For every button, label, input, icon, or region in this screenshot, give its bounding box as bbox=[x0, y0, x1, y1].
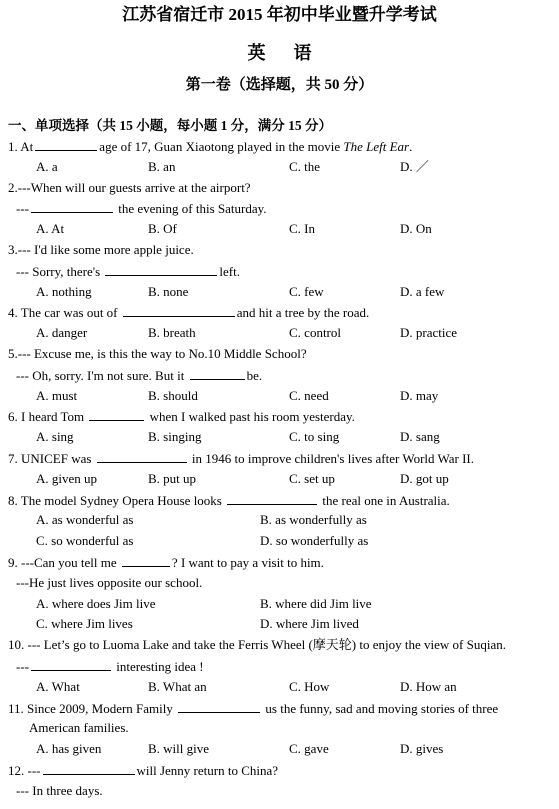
question-text: --- bbox=[16, 201, 29, 217]
movie-title: The Left Ear bbox=[343, 139, 410, 154]
answer-blank bbox=[43, 760, 135, 775]
part-title: 第一卷（选择题，共 50 分） bbox=[185, 77, 374, 93]
question-text: interesting idea ! bbox=[113, 658, 204, 674]
option-d[interactable]: D. practice bbox=[400, 325, 458, 341]
question-10-reply bbox=[8, 656, 553, 677]
answer-blank bbox=[35, 136, 97, 151]
question-text: 12. --- bbox=[8, 762, 41, 778]
option-c[interactable]: C. few bbox=[289, 283, 324, 299]
options-8b bbox=[8, 531, 553, 552]
option-d[interactable]: D. so wonderfully as bbox=[260, 533, 369, 549]
answer-blank bbox=[31, 198, 113, 213]
option-c[interactable]: C. gave bbox=[289, 741, 329, 757]
question-2-reply bbox=[8, 198, 553, 219]
option-d[interactable]: D. a few bbox=[400, 283, 445, 299]
section-heading: 一、单项选择（共 15 小题，每小题 1 分，满分 15 分） bbox=[8, 118, 332, 133]
option-d[interactable]: D. ／ bbox=[400, 158, 429, 174]
question-text: will Jenny return to China? bbox=[136, 762, 279, 778]
question-text: be. bbox=[246, 367, 263, 383]
subject-title: 英语 bbox=[247, 43, 340, 63]
option-a[interactable]: A. danger bbox=[36, 325, 88, 341]
answer-blank bbox=[178, 698, 260, 713]
option-b[interactable]: B. should bbox=[148, 387, 198, 403]
option-d[interactable]: D. How an bbox=[400, 678, 457, 694]
option-b[interactable]: B. breath bbox=[148, 325, 196, 341]
option-d[interactable]: D. may bbox=[400, 387, 439, 403]
question-text: 4. The car was out of bbox=[8, 305, 121, 321]
option-a[interactable]: A. What bbox=[36, 678, 80, 694]
question-7 bbox=[8, 448, 553, 469]
options-10 bbox=[8, 677, 553, 698]
option-d[interactable]: D. where Jim lived bbox=[260, 616, 359, 632]
question-12-reply bbox=[8, 781, 553, 802]
options-3 bbox=[8, 282, 553, 303]
question-6 bbox=[8, 406, 553, 427]
answer-blank bbox=[105, 261, 217, 276]
option-c[interactable]: C. to sing bbox=[289, 429, 340, 445]
option-b[interactable]: B. Of bbox=[148, 221, 177, 237]
question-text: 5.--- Excuse me, is this the way to No.10 Middle School? bbox=[8, 345, 307, 361]
option-d[interactable]: D. On bbox=[400, 221, 432, 237]
question-text: 7. UNICEF was bbox=[8, 450, 95, 466]
question-text: the real one in Australia. bbox=[319, 492, 450, 508]
question-2 bbox=[8, 178, 553, 199]
question-9-reply bbox=[8, 573, 553, 594]
question-text: --- Sorry, there's bbox=[16, 263, 104, 279]
question-text: us the funny, sad and moving stories of three bbox=[262, 700, 499, 716]
option-c[interactable]: C. where Jim lives bbox=[36, 616, 133, 632]
option-c[interactable]: C. In bbox=[289, 221, 315, 237]
option-b[interactable]: B. What an bbox=[148, 678, 207, 694]
option-c[interactable]: C. set up bbox=[289, 470, 335, 486]
options-8a bbox=[8, 510, 553, 531]
option-c[interactable]: C. need bbox=[289, 387, 329, 403]
options-2 bbox=[8, 219, 553, 240]
question-9 bbox=[8, 552, 553, 573]
option-a[interactable]: A. given up bbox=[36, 470, 98, 486]
question-text: --- bbox=[16, 658, 29, 674]
options-7 bbox=[8, 469, 553, 490]
question-8 bbox=[8, 490, 553, 511]
option-b[interactable]: B. put up bbox=[148, 470, 197, 486]
question-text: 8. The model Sydney Opera House looks bbox=[8, 492, 226, 508]
option-b[interactable]: B. will give bbox=[148, 741, 210, 757]
answer-blank bbox=[89, 406, 144, 421]
option-c[interactable]: C. How bbox=[289, 678, 330, 694]
question-11 bbox=[8, 698, 553, 719]
question-10 bbox=[8, 635, 553, 656]
question-3-reply bbox=[8, 261, 553, 282]
question-text: in 1946 to improve children's lives after World War II. bbox=[188, 450, 475, 466]
question-text: the evening of this Saturday. bbox=[115, 201, 267, 217]
answer-blank bbox=[190, 365, 245, 380]
option-b[interactable]: B. singing bbox=[148, 429, 202, 445]
option-a[interactable]: A. At bbox=[36, 221, 65, 237]
question-text: when I walked past his room yesterday. bbox=[146, 409, 355, 425]
question-text: left. bbox=[219, 263, 240, 279]
question-text: 3.--- I'd like some more apple juice. bbox=[8, 241, 194, 257]
question-text: American families. bbox=[29, 720, 129, 736]
question-1 bbox=[8, 136, 553, 157]
question-text: ? I want to pay a visit to him. bbox=[171, 554, 324, 570]
question-text: and hit a tree by the road. bbox=[236, 305, 370, 321]
option-b[interactable]: B. none bbox=[148, 283, 189, 299]
answer-blank bbox=[123, 302, 235, 317]
question-text: age of 17, Guan Xiaotong played in the movie bbox=[99, 139, 344, 154]
option-b[interactable]: B. as wonderfully as bbox=[260, 512, 367, 528]
question-11-cont bbox=[8, 718, 553, 739]
options-1 bbox=[8, 157, 553, 178]
option-a[interactable]: A. where does Jim live bbox=[36, 595, 156, 611]
question-text: --- In three days. bbox=[16, 782, 103, 798]
answer-blank bbox=[31, 656, 111, 671]
question-list bbox=[8, 136, 553, 802]
question-text: --- Oh, sorry. I'm not sure. But it bbox=[16, 367, 188, 383]
option-b[interactable]: B. where did Jim live bbox=[260, 595, 372, 611]
option-a[interactable]: A. nothing bbox=[36, 283, 92, 299]
options-5 bbox=[8, 386, 553, 407]
question-text: 6. I heard Tom bbox=[8, 409, 88, 425]
question-text: 1. At bbox=[8, 139, 34, 154]
option-a[interactable]: A. has given bbox=[36, 741, 102, 757]
answer-blank bbox=[227, 490, 317, 505]
options-6 bbox=[8, 427, 553, 448]
question-text: 9. ---Can you tell me bbox=[8, 554, 120, 570]
answer-blank bbox=[97, 448, 187, 463]
option-d[interactable]: D. sang bbox=[400, 429, 440, 445]
question-3 bbox=[8, 240, 553, 261]
option-a[interactable]: A. must bbox=[36, 387, 78, 403]
option-c[interactable]: C. the bbox=[289, 158, 321, 174]
question-text: ---He just lives opposite our school. bbox=[16, 574, 203, 590]
question-text: . bbox=[409, 139, 413, 154]
question-4 bbox=[8, 302, 553, 323]
exam-title: 江苏省宿迁市 2015 年初中毕业暨升学考试 bbox=[122, 5, 437, 24]
options-9a bbox=[8, 594, 553, 615]
option-a[interactable]: A. sing bbox=[36, 429, 74, 445]
question-text: 11. Since 2009, Modern Family bbox=[8, 700, 177, 716]
question-text: 10. --- Let’s go to Luoma Lake and take the Ferris Wheel (摩天轮) to enjoy the view of Suqian. bbox=[8, 637, 506, 653]
question-5 bbox=[8, 344, 553, 365]
option-a[interactable]: A. a bbox=[36, 158, 58, 174]
option-d[interactable]: D. got up bbox=[400, 470, 449, 486]
question-5-reply bbox=[8, 365, 553, 386]
option-d[interactable]: D. gives bbox=[400, 741, 444, 757]
option-b[interactable]: B. an bbox=[148, 158, 176, 174]
option-c[interactable]: C. control bbox=[289, 325, 341, 341]
options-11 bbox=[8, 739, 553, 760]
option-c[interactable]: C. so wonderful as bbox=[36, 533, 134, 549]
options-4 bbox=[8, 323, 553, 344]
option-a[interactable]: A. as wonderful as bbox=[36, 512, 134, 528]
options-9b bbox=[8, 614, 553, 635]
answer-blank bbox=[122, 552, 170, 567]
question-text: 2.---When will our guests arrive at the airport? bbox=[8, 179, 251, 195]
question-12 bbox=[8, 760, 553, 781]
